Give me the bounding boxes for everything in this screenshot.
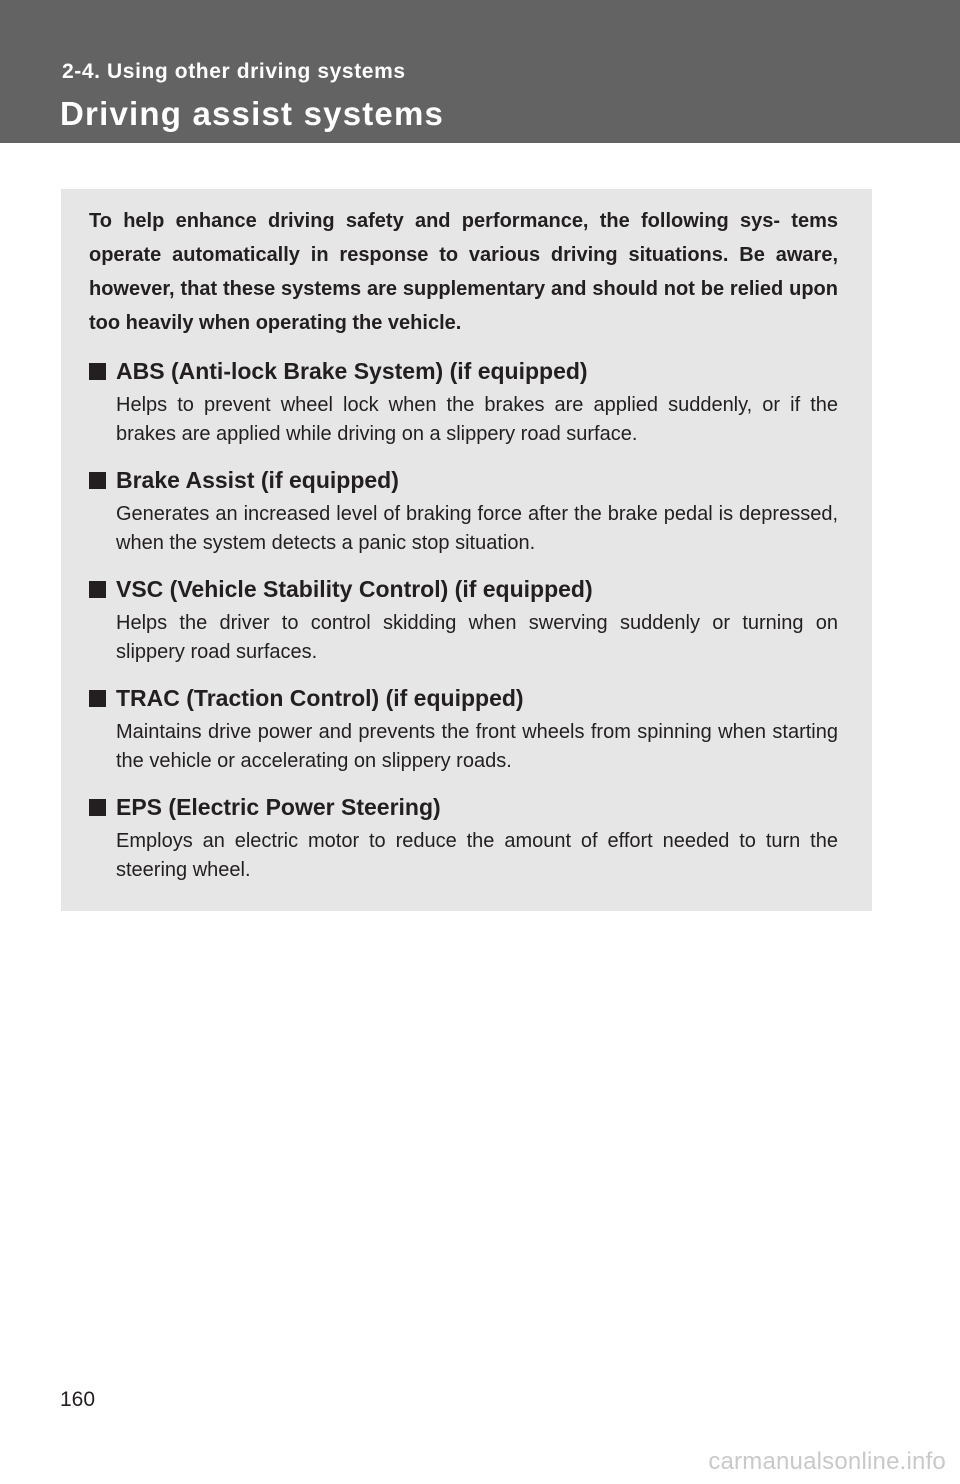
- feature-heading: [89, 573, 838, 605]
- section-label: 2-4. Using other driving systems: [62, 60, 406, 83]
- feature-trac: [89, 682, 838, 776]
- black-square-icon: [89, 581, 106, 598]
- black-square-icon: [89, 472, 106, 489]
- feature-description: Maintains drive power and prevents the front wheels from spinning when starting the vehicle or accelerating on slippery roads.: [116, 721, 838, 772]
- content-box: [61, 189, 872, 911]
- feature-vsc: [89, 573, 838, 667]
- page-title: Driving assist systems: [60, 95, 445, 132]
- feature-heading-text: TRAC (Traction Control) (if equipped): [116, 685, 524, 711]
- page-number: 160: [60, 1388, 96, 1411]
- feature-heading: [89, 464, 838, 496]
- feature-description: Generates an increased level of braking force after the brake pedal is depressed, when the system detects a panic stop situation.: [116, 503, 838, 554]
- feature-eps: [89, 791, 838, 885]
- feature-brake-assist: [89, 464, 838, 558]
- black-square-icon: [89, 690, 106, 707]
- feature-description: Helps to prevent wheel lock when the brakes are applied suddenly, or if the brakes are applied while driving on a slippery road surface.: [116, 394, 838, 445]
- feature-heading: [89, 355, 838, 387]
- feature-abs: [89, 355, 838, 449]
- black-square-icon: [89, 799, 106, 816]
- page-header: [0, 0, 960, 143]
- feature-heading-text: EPS (Electric Power Steering): [116, 794, 441, 820]
- feature-heading: [89, 791, 838, 823]
- feature-description: Helps the driver to control skidding when swerving suddenly or turning on slippery road surfaces.: [116, 612, 838, 663]
- feature-heading-text: Brake Assist (if equipped): [116, 467, 399, 493]
- feature-heading-text: VSC (Vehicle Stability Control) (if equipped): [116, 576, 593, 602]
- intro-paragraph: To help enhance driving safety and performance, the following sys- tems operate automatically in response to various driving situations. Be aware, however, that these systems are supplementary and should not be relied upon too heavily when operating the vehicle.: [89, 210, 838, 334]
- feature-description: Employs an electric motor to reduce the amount of effort needed to turn the steering wheel.: [116, 830, 838, 881]
- feature-heading-text: ABS (Anti-lock Brake System) (if equipped): [116, 358, 588, 384]
- watermark: carmanualsonline.info: [708, 1448, 946, 1475]
- feature-heading: [89, 682, 838, 714]
- black-square-icon: [89, 363, 106, 380]
